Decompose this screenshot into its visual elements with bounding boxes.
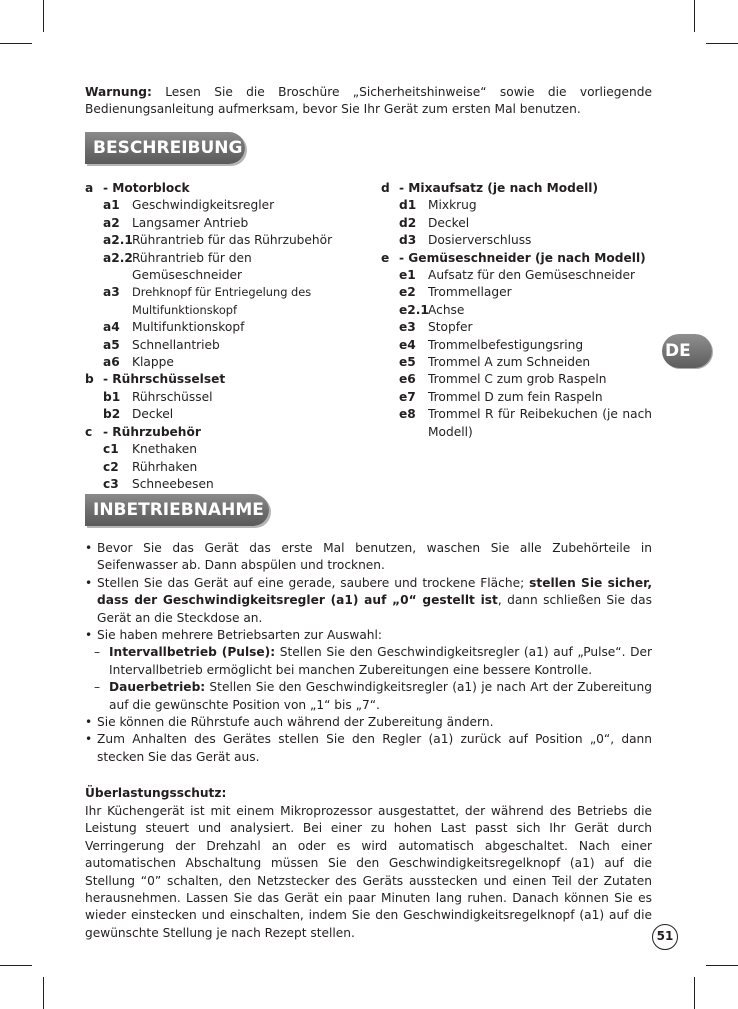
language-tab: DE bbox=[662, 334, 712, 368]
part-label: Multifunktionskopf bbox=[132, 320, 245, 335]
bullet-bold-text: stellen Sie sicher, dass der Geschwindigkeitsregler (a1) auf „0“ gestellt ist bbox=[97, 575, 653, 608]
part-code: a1 bbox=[103, 198, 120, 213]
part-group bbox=[381, 180, 652, 197]
description-list-right bbox=[381, 180, 652, 441]
part-label: Trommel R für Reibekuchen (je nach Modell) bbox=[428, 407, 652, 439]
part-item bbox=[85, 232, 365, 249]
crop-mark bbox=[706, 965, 738, 966]
part-label: - Mixaufsatz (je nach Modell) bbox=[399, 181, 599, 195]
part-item bbox=[381, 319, 652, 336]
part-code: a6 bbox=[103, 355, 120, 370]
bullet-text: , dann schließen Sie das Gerät an die Steckdose an. bbox=[97, 593, 652, 625]
crop-mark bbox=[694, 977, 695, 1009]
part-item bbox=[85, 337, 365, 354]
part-label: Trommellager bbox=[428, 285, 512, 300]
part-code: e7 bbox=[399, 389, 416, 404]
part-code: a3 bbox=[103, 285, 120, 300]
part-code: a2.2 bbox=[103, 250, 133, 265]
part-code: e2.1 bbox=[399, 302, 429, 317]
bullet-text: Sie können die Rührstufe auch während der Zubereitung ändern. bbox=[97, 715, 494, 730]
crop-mark bbox=[706, 43, 738, 44]
part-label: Stopfer bbox=[428, 320, 473, 335]
bullet-item bbox=[85, 575, 652, 627]
warning-text: Lesen Sie die Broschüre „Sicherheitshinweise“ sowie die vorliegende Bedienungsanleitung aufmerksam, bevor Sie Ihr Gerät zum ersten Mal benutzen. bbox=[85, 85, 652, 117]
part-label: - Rührschüsselset bbox=[103, 372, 226, 387]
part-label: Schnellantrieb bbox=[132, 337, 220, 352]
part-code: c2 bbox=[103, 459, 119, 474]
crop-mark bbox=[43, 977, 44, 1009]
part-label: Deckel bbox=[132, 407, 174, 422]
part-label: Trommel A zum Schneiden bbox=[428, 355, 591, 370]
part-group bbox=[85, 180, 365, 197]
dash-item bbox=[85, 644, 652, 679]
part-code: e2 bbox=[399, 285, 416, 300]
part-code: a2.1 bbox=[103, 233, 133, 248]
part-code: d3 bbox=[399, 233, 417, 248]
part-item bbox=[381, 232, 652, 249]
part-code: b1 bbox=[103, 389, 121, 404]
overload-text: Ihr Küchengerät ist mit einem Mikroprozessor ausgestattet, der während des Betriebs die Leistung steuert und analysiert. Bei einer zu hohen Last passt sich Ihr Gerät durch Verringerung der Drehzahl an oder es wird automatisch abgeschaltet. Nach einer automatischen Abschaltung müssen Sie den Geschwindigkeitsregelknopf (a1) auf die Stellung “0” schalten, den Netzstecker des Geräts ausstecken und einen Teil der Zutaten herausnehmen. Lassen Sie das Gerät ein paar Minuten lang ruhen. Danach können Sie es wieder einstecken und einschalten, indem Sie den Geschwindigkeitsregelknopf (a1) auf die gewünschte Stellung je nach Rezept stellen. bbox=[85, 804, 652, 940]
part-item bbox=[85, 389, 365, 406]
part-label: Aufsatz für den Gemüseschneider bbox=[428, 268, 635, 283]
warning-paragraph bbox=[85, 84, 652, 119]
part-label: - Motorblock bbox=[103, 181, 190, 195]
section-heading-startup: INBETRIEBNAHME bbox=[85, 494, 269, 526]
dash-text: Stellen Sie den Geschwindigkeitsregler (a1) je nach Art der Zubereitung auf die gewünschte Position von „1“ bis „7“. bbox=[109, 680, 652, 712]
part-item bbox=[381, 389, 652, 406]
crop-mark bbox=[694, 0, 695, 32]
bullet-text: Bevor Sie das Gerät das erste Mal benutzen, waschen Sie alle Zubehörteile in Seifenwasser ab. Dann abspülen und trocknen. bbox=[97, 541, 652, 573]
part-code: e4 bbox=[399, 337, 416, 352]
part-code: a2 bbox=[103, 215, 120, 230]
part-label: Trommelbefestigungsring bbox=[428, 337, 584, 352]
part-item bbox=[381, 371, 652, 388]
overload-title: Überlastungsschutz: bbox=[85, 786, 227, 800]
part-code: c bbox=[85, 424, 93, 439]
startup-instructions bbox=[85, 540, 652, 766]
part-item bbox=[85, 319, 365, 336]
description-list-left bbox=[85, 180, 365, 493]
dash-bold-text: Intervallbetrieb (Pulse): bbox=[109, 645, 276, 660]
part-code: e8 bbox=[399, 407, 416, 422]
crop-mark bbox=[43, 0, 44, 32]
part-item bbox=[85, 441, 365, 458]
part-code: d1 bbox=[399, 198, 417, 213]
part-code: a bbox=[85, 181, 94, 195]
part-group bbox=[85, 424, 365, 441]
dash-marker: – bbox=[94, 645, 101, 660]
part-label: Mixkrug bbox=[428, 198, 477, 213]
bullet-text: Sie haben mehrere Betriebsarten zur Auswahl: bbox=[97, 628, 383, 643]
dash-item bbox=[85, 679, 652, 714]
part-label: Rührhaken bbox=[132, 459, 198, 474]
part-code: e bbox=[381, 250, 390, 265]
bullet-text: Zum Anhalten des Gerätes stellen Sie den Regler (a1) zurück auf Position „0“, dann stecken Sie das Gerät aus. bbox=[97, 732, 652, 764]
section-heading-description: BESCHREIBUNG bbox=[85, 132, 245, 164]
bullet-item bbox=[85, 627, 652, 644]
bullet-item bbox=[85, 731, 652, 766]
part-item bbox=[85, 476, 365, 493]
part-item bbox=[85, 215, 365, 232]
part-group bbox=[381, 250, 652, 267]
part-item bbox=[381, 215, 652, 232]
bullet-item bbox=[85, 540, 652, 575]
part-code: e5 bbox=[399, 355, 416, 370]
part-code: e1 bbox=[399, 268, 416, 283]
part-group bbox=[85, 371, 365, 388]
part-label: Knethaken bbox=[132, 442, 198, 457]
part-item bbox=[381, 284, 652, 301]
crop-mark bbox=[0, 965, 32, 966]
part-item bbox=[381, 354, 652, 371]
part-item bbox=[381, 267, 652, 284]
part-item bbox=[85, 197, 365, 214]
part-label: Deckel bbox=[428, 215, 470, 230]
part-item bbox=[85, 406, 365, 423]
part-code: a4 bbox=[103, 320, 120, 335]
dash-marker: – bbox=[94, 680, 101, 695]
crop-mark bbox=[0, 43, 32, 44]
part-label: Drehknopf für Entriegelung des Multifunktionskopf bbox=[132, 285, 312, 317]
part-code: e3 bbox=[399, 320, 416, 335]
part-code: e6 bbox=[399, 372, 416, 387]
part-item bbox=[381, 302, 652, 319]
dash-text: Stellen Sie den Geschwindigkeitsregler (a1) auf „Pulse“. Der Intervallbetrieb ermöglicht bei manchen Zubereitungen eine bessere Kontrolle. bbox=[109, 645, 652, 677]
part-code: c1 bbox=[103, 442, 119, 457]
part-code: b2 bbox=[103, 407, 121, 422]
part-item bbox=[85, 459, 365, 476]
part-label: Schneebesen bbox=[132, 476, 214, 491]
part-code: c3 bbox=[103, 476, 119, 491]
part-label: Dosierverschluss bbox=[428, 233, 532, 248]
part-label: Geschwindigkeitsregler bbox=[132, 198, 275, 213]
bullet-text: Stellen Sie das Gerät auf eine gerade, saubere und trockene Fläche; bbox=[97, 575, 530, 590]
part-label: Rührantrieb für das Rührzubehör bbox=[132, 233, 333, 248]
part-code: b bbox=[85, 372, 94, 387]
part-label: Klappe bbox=[132, 355, 174, 370]
part-label: - Gemüseschneider (je nach Modell) bbox=[399, 250, 646, 265]
part-item bbox=[381, 406, 652, 441]
part-label: Achse bbox=[428, 302, 465, 317]
part-item bbox=[381, 337, 652, 354]
part-label: Langsamer Antrieb bbox=[132, 215, 249, 230]
part-item bbox=[85, 250, 365, 285]
part-code: d bbox=[381, 181, 390, 195]
part-label: Rührschüssel bbox=[132, 389, 213, 404]
part-code: a5 bbox=[103, 337, 120, 352]
part-item bbox=[85, 284, 365, 319]
part-label: Trommel D zum fein Raspeln bbox=[428, 389, 603, 404]
part-item bbox=[381, 197, 652, 214]
part-code: d2 bbox=[399, 215, 417, 230]
part-label: Rührantrieb für den Gemüseschneider bbox=[132, 250, 252, 283]
dash-bold-text: Dauerbetrieb: bbox=[109, 680, 206, 695]
warning-label: Warnung: bbox=[85, 85, 152, 99]
part-item bbox=[85, 354, 365, 371]
page-number: 51 bbox=[652, 924, 678, 950]
part-label: Trommel C zum grob Raspeln bbox=[428, 372, 607, 387]
bullet-item bbox=[85, 714, 652, 731]
part-label: - Rührzubehör bbox=[103, 424, 201, 439]
